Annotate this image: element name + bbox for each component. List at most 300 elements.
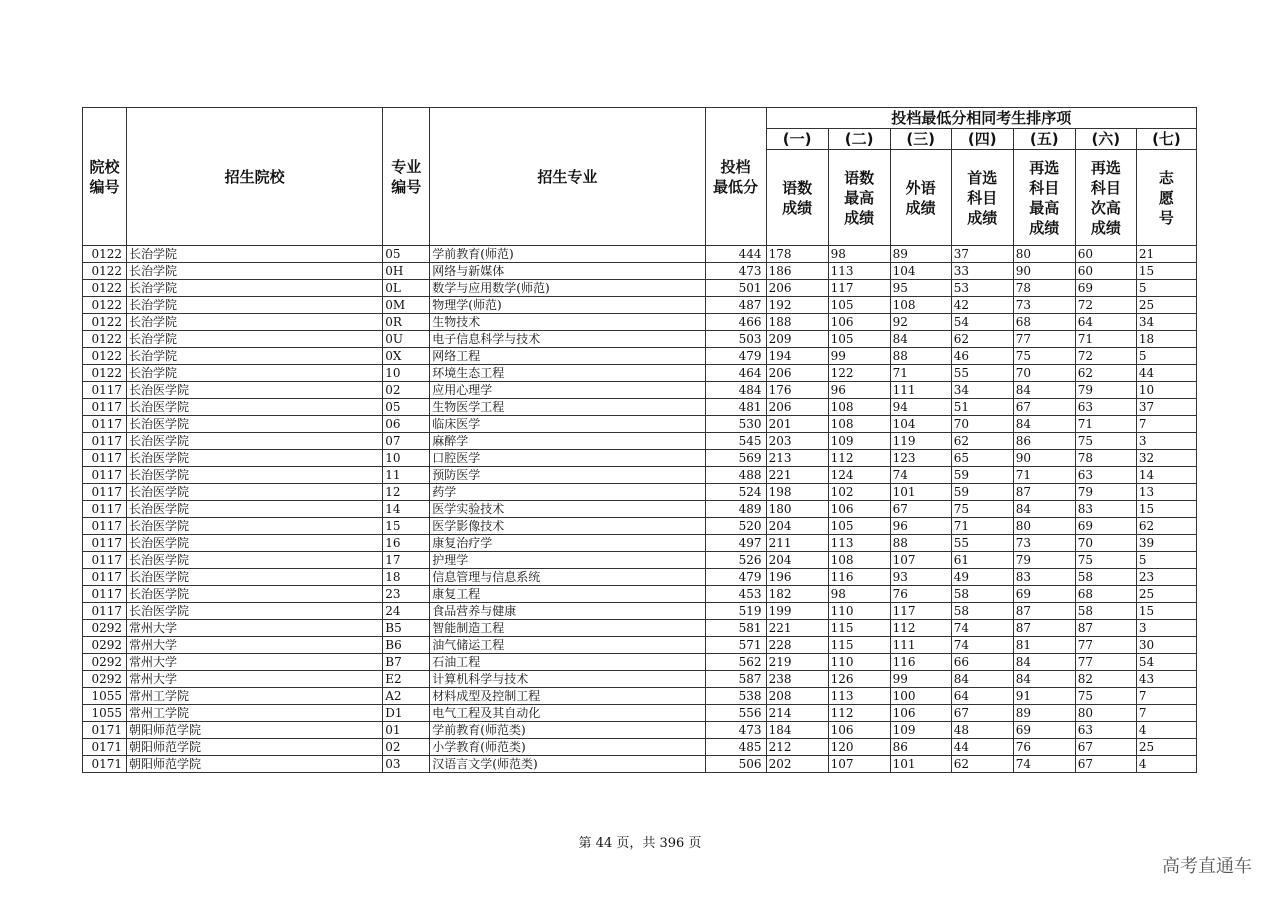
cell-chinese-math: 203: [766, 433, 828, 450]
cell-elective-max: 79: [1013, 552, 1075, 569]
cell-elective-max: 89: [1013, 705, 1075, 722]
cell-elective-max: 84: [1013, 654, 1075, 671]
cell-first-subject: 70: [951, 416, 1013, 433]
cell-elective-second: 80: [1075, 705, 1136, 722]
table-row: [83, 501, 1197, 518]
cell-school-name: 长治医学院: [127, 399, 383, 416]
cell-elective-max: 69: [1013, 722, 1075, 739]
cell-chinese-math-max: 116: [828, 569, 890, 586]
cell-chinese-math-max: 106: [828, 722, 890, 739]
cell-foreign-lang: 74: [890, 467, 951, 484]
cell-elective-max: 71: [1013, 467, 1075, 484]
cell-chinese-math: 188: [766, 314, 828, 331]
cell-foreign-lang: 111: [890, 637, 951, 654]
cell-major-name: 药学: [430, 484, 705, 501]
cell-min-score: 519: [705, 603, 766, 620]
table-row: [83, 569, 1197, 586]
cell-elective-max: 73: [1013, 535, 1075, 552]
header-tiebreak-group: 投档最低分相同考生排序项: [766, 108, 1196, 129]
cell-preference-no: 7: [1136, 705, 1196, 722]
cell-preference-no: 34: [1136, 314, 1196, 331]
cell-first-subject: 65: [951, 450, 1013, 467]
cell-elective-max: 91: [1013, 688, 1075, 705]
cell-major-code: 18: [383, 569, 430, 586]
cell-major-code: D1: [383, 705, 430, 722]
table-row: [83, 433, 1197, 450]
cell-chinese-math: 221: [766, 467, 828, 484]
cell-school-name: 长治学院: [127, 280, 383, 297]
cell-school-code: 0117: [83, 552, 127, 569]
cell-min-score: 481: [705, 399, 766, 416]
cell-preference-no: 21: [1136, 246, 1196, 263]
cell-foreign-lang: 123: [890, 450, 951, 467]
cell-elective-max: 84: [1013, 671, 1075, 688]
cell-min-score: 444: [705, 246, 766, 263]
cell-first-subject: 59: [951, 467, 1013, 484]
cell-school-name: 长治学院: [127, 297, 383, 314]
cell-preference-no: 3: [1136, 620, 1196, 637]
cell-school-name: 长治学院: [127, 263, 383, 280]
cell-chinese-math-max: 117: [828, 280, 890, 297]
cell-foreign-lang: 101: [890, 756, 951, 773]
cell-foreign-lang: 76: [890, 586, 951, 603]
cell-elective-second: 78: [1075, 450, 1136, 467]
cell-school-name: 长治学院: [127, 314, 383, 331]
cell-major-code: 12: [383, 484, 430, 501]
cell-school-name: 长治学院: [127, 365, 383, 382]
table-row: [83, 280, 1197, 297]
cell-chinese-math-max: 113: [828, 688, 890, 705]
cell-elective-second: 68: [1075, 586, 1136, 603]
cell-school-name: 朝阳师范学院: [127, 756, 383, 773]
table-row: [83, 637, 1197, 654]
cell-major-name: 电子信息科学与技术: [430, 331, 705, 348]
cell-elective-second: 79: [1075, 382, 1136, 399]
cell-preference-no: 5: [1136, 552, 1196, 569]
cell-elective-max: 73: [1013, 297, 1075, 314]
cell-school-name: 朝阳师范学院: [127, 739, 383, 756]
cell-major-code: 17: [383, 552, 430, 569]
cell-first-subject: 62: [951, 331, 1013, 348]
cell-major-code: 24: [383, 603, 430, 620]
cell-elective-max: 80: [1013, 246, 1075, 263]
cell-major-name: 学前教育(师范类): [430, 722, 705, 739]
cell-foreign-lang: 106: [890, 705, 951, 722]
cell-school-code: 0122: [83, 280, 127, 297]
cell-preference-no: 7: [1136, 688, 1196, 705]
cell-major-code: 0X: [383, 348, 430, 365]
cell-school-code: 1055: [83, 705, 127, 722]
cell-chinese-math-max: 105: [828, 297, 890, 314]
cell-school-name: 长治医学院: [127, 603, 383, 620]
cell-major-name: 电气工程及其自动化: [430, 705, 705, 722]
cell-chinese-math-max: 102: [828, 484, 890, 501]
cell-chinese-math-max: 105: [828, 518, 890, 535]
cell-major-code: 03: [383, 756, 430, 773]
cell-preference-no: 15: [1136, 501, 1196, 518]
cell-major-code: 0L: [383, 280, 430, 297]
cell-school-name: 长治医学院: [127, 586, 383, 603]
table-row: [83, 722, 1197, 739]
cell-first-subject: 55: [951, 535, 1013, 552]
cell-major-code: 02: [383, 739, 430, 756]
cell-min-score: 520: [705, 518, 766, 535]
cell-chinese-math: 184: [766, 722, 828, 739]
cell-school-code: 1055: [83, 688, 127, 705]
header-sub-elective-second: 再选 科目 次高 成绩: [1075, 150, 1136, 246]
cell-school-name: 常州大学: [127, 637, 383, 654]
cell-major-name: 物理学(师范): [430, 297, 705, 314]
table-row: [83, 671, 1197, 688]
cell-chinese-math: 201: [766, 416, 828, 433]
cell-first-subject: 49: [951, 569, 1013, 586]
cell-min-score: 587: [705, 671, 766, 688]
cell-elective-second: 72: [1075, 348, 1136, 365]
cell-min-score: 571: [705, 637, 766, 654]
cell-major-code: 15: [383, 518, 430, 535]
cell-school-name: 长治医学院: [127, 416, 383, 433]
cell-school-code: 0122: [83, 314, 127, 331]
cell-major-code: 16: [383, 535, 430, 552]
table-row: [83, 246, 1197, 263]
cell-preference-no: 10: [1136, 382, 1196, 399]
cell-min-score: 488: [705, 467, 766, 484]
cell-major-code: 07: [383, 433, 430, 450]
cell-chinese-math: 178: [766, 246, 828, 263]
cell-school-code: 0117: [83, 484, 127, 501]
cell-school-name: 常州大学: [127, 620, 383, 637]
cell-preference-no: 23: [1136, 569, 1196, 586]
cell-elective-max: 76: [1013, 739, 1075, 756]
cell-preference-no: 13: [1136, 484, 1196, 501]
header-school-code: 院校 编号: [83, 108, 127, 246]
cell-first-subject: 33: [951, 263, 1013, 280]
table-row: [83, 756, 1197, 773]
cell-chinese-math: 192: [766, 297, 828, 314]
watermark-text: 高考直通车: [1162, 856, 1252, 877]
cell-major-code: B6: [383, 637, 430, 654]
cell-elective-max: 75: [1013, 348, 1075, 365]
cell-preference-no: 18: [1136, 331, 1196, 348]
cell-chinese-math-max: 106: [828, 501, 890, 518]
cell-preference-no: 3: [1136, 433, 1196, 450]
cell-chinese-math-max: 110: [828, 603, 890, 620]
cell-major-code: 0M: [383, 297, 430, 314]
cell-min-score: 538: [705, 688, 766, 705]
cell-school-code: 0122: [83, 263, 127, 280]
cell-chinese-math: 202: [766, 756, 828, 773]
cell-elective-second: 71: [1075, 331, 1136, 348]
cell-first-subject: 66: [951, 654, 1013, 671]
cell-chinese-math-max: 113: [828, 535, 890, 552]
cell-school-code: 0171: [83, 739, 127, 756]
cell-school-code: 0117: [83, 467, 127, 484]
cell-major-name: 材料成型及控制工程: [430, 688, 705, 705]
cell-preference-no: 5: [1136, 280, 1196, 297]
cell-preference-no: 4: [1136, 722, 1196, 739]
cell-foreign-lang: 93: [890, 569, 951, 586]
cell-major-code: 11: [383, 467, 430, 484]
cell-foreign-lang: 100: [890, 688, 951, 705]
cell-chinese-math: 208: [766, 688, 828, 705]
cell-elective-second: 79: [1075, 484, 1136, 501]
cell-preference-no: 43: [1136, 671, 1196, 688]
cell-major-code: 10: [383, 365, 430, 382]
table-row: [83, 654, 1197, 671]
table-row: [83, 688, 1197, 705]
cell-major-name: 数学与应用数学(师范): [430, 280, 705, 297]
cell-chinese-math: 204: [766, 518, 828, 535]
cell-school-code: 0117: [83, 416, 127, 433]
cell-chinese-math: 219: [766, 654, 828, 671]
table-row: [83, 450, 1197, 467]
table-row: [83, 705, 1197, 722]
table-row: [83, 348, 1197, 365]
cell-school-name: 常州工学院: [127, 688, 383, 705]
cell-major-name: 汉语言文学(师范类): [430, 756, 705, 773]
cell-major-name: 口腔医学: [430, 450, 705, 467]
cell-min-score: 545: [705, 433, 766, 450]
cell-major-code: 0U: [383, 331, 430, 348]
cell-chinese-math-max: 109: [828, 433, 890, 450]
cell-major-name: 食品营养与健康: [430, 603, 705, 620]
cell-foreign-lang: 109: [890, 722, 951, 739]
cell-elective-second: 63: [1075, 399, 1136, 416]
cell-school-code: 0122: [83, 297, 127, 314]
header-major-name: 招生专业: [430, 108, 705, 246]
cell-chinese-math-max: 110: [828, 654, 890, 671]
cell-major-name: 网络与新媒体: [430, 263, 705, 280]
header-order-7: (七): [1136, 129, 1196, 150]
cell-school-name: 朝阳师范学院: [127, 722, 383, 739]
cell-foreign-lang: 92: [890, 314, 951, 331]
cell-chinese-math: 206: [766, 399, 828, 416]
cell-first-subject: 53: [951, 280, 1013, 297]
cell-chinese-math: 238: [766, 671, 828, 688]
cell-major-name: 智能制造工程: [430, 620, 705, 637]
header-order-3: (三): [890, 129, 951, 150]
cell-elective-max: 86: [1013, 433, 1075, 450]
cell-school-name: 长治医学院: [127, 569, 383, 586]
cell-first-subject: 61: [951, 552, 1013, 569]
cell-school-code: 0292: [83, 671, 127, 688]
cell-major-code: 01: [383, 722, 430, 739]
cell-foreign-lang: 117: [890, 603, 951, 620]
cell-elective-second: 75: [1075, 688, 1136, 705]
header-sub-elective-max: 再选 科目 最高 成绩: [1013, 150, 1075, 246]
cell-school-code: 0122: [83, 365, 127, 382]
cell-preference-no: 30: [1136, 637, 1196, 654]
cell-elective-max: 69: [1013, 586, 1075, 603]
cell-chinese-math-max: 99: [828, 348, 890, 365]
cell-major-name: 应用心理学: [430, 382, 705, 399]
table-row: [83, 552, 1197, 569]
cell-elective-second: 64: [1075, 314, 1136, 331]
cell-school-name: 长治医学院: [127, 501, 383, 518]
cell-major-code: 02: [383, 382, 430, 399]
cell-preference-no: 15: [1136, 263, 1196, 280]
header-order-1: (一): [766, 129, 828, 150]
cell-major-code: 0H: [383, 263, 430, 280]
cell-first-subject: 67: [951, 705, 1013, 722]
cell-chinese-math-max: 98: [828, 586, 890, 603]
cell-major-name: 学前教育(师范): [430, 246, 705, 263]
cell-school-code: 0117: [83, 501, 127, 518]
cell-chinese-math-max: 108: [828, 416, 890, 433]
table-row: [83, 484, 1197, 501]
cell-major-code: 05: [383, 246, 430, 263]
cell-elective-second: 60: [1075, 263, 1136, 280]
cell-elective-max: 80: [1013, 518, 1075, 535]
cell-foreign-lang: 88: [890, 348, 951, 365]
table-row: [83, 399, 1197, 416]
cell-foreign-lang: 111: [890, 382, 951, 399]
cell-elective-second: 69: [1075, 280, 1136, 297]
table-row: [83, 263, 1197, 280]
cell-major-name: 石油工程: [430, 654, 705, 671]
cell-preference-no: 7: [1136, 416, 1196, 433]
cell-first-subject: 84: [951, 671, 1013, 688]
cell-elective-second: 58: [1075, 569, 1136, 586]
cell-min-score: 562: [705, 654, 766, 671]
cell-elective-max: 68: [1013, 314, 1075, 331]
cell-min-score: 569: [705, 450, 766, 467]
cell-foreign-lang: 104: [890, 416, 951, 433]
cell-school-name: 长治医学院: [127, 552, 383, 569]
cell-min-score: 473: [705, 722, 766, 739]
cell-first-subject: 71: [951, 518, 1013, 535]
cell-foreign-lang: 119: [890, 433, 951, 450]
cell-elective-second: 75: [1075, 552, 1136, 569]
cell-first-subject: 58: [951, 603, 1013, 620]
cell-elective-second: 58: [1075, 603, 1136, 620]
cell-major-name: 环境生态工程: [430, 365, 705, 382]
cell-chinese-math-max: 107: [828, 756, 890, 773]
cell-elective-max: 87: [1013, 603, 1075, 620]
table-row: [83, 382, 1197, 399]
table-row: [83, 518, 1197, 535]
cell-chinese-math-max: 120: [828, 739, 890, 756]
cell-min-score: 497: [705, 535, 766, 552]
cell-school-code: 0117: [83, 382, 127, 399]
cell-elective-second: 83: [1075, 501, 1136, 518]
cell-foreign-lang: 107: [890, 552, 951, 569]
cell-min-score: 581: [705, 620, 766, 637]
cell-chinese-math: 199: [766, 603, 828, 620]
cell-min-score: 524: [705, 484, 766, 501]
cell-major-code: 10: [383, 450, 430, 467]
header-order-2: (二): [828, 129, 890, 150]
cell-foreign-lang: 89: [890, 246, 951, 263]
cell-chinese-math-max: 98: [828, 246, 890, 263]
cell-chinese-math-max: 105: [828, 331, 890, 348]
cell-elective-second: 62: [1075, 365, 1136, 382]
cell-chinese-math: 214: [766, 705, 828, 722]
cell-preference-no: 15: [1136, 603, 1196, 620]
cell-major-name: 小学教育(师范类): [430, 739, 705, 756]
cell-elective-second: 75: [1075, 433, 1136, 450]
cell-school-code: 0292: [83, 654, 127, 671]
cell-elective-max: 83: [1013, 569, 1075, 586]
cell-chinese-math: 194: [766, 348, 828, 365]
cell-min-score: 479: [705, 569, 766, 586]
cell-foreign-lang: 108: [890, 297, 951, 314]
table-row: [83, 467, 1197, 484]
cell-min-score: 489: [705, 501, 766, 518]
table-row: [83, 365, 1197, 382]
header-order-6: (六): [1075, 129, 1136, 150]
cell-elective-max: 81: [1013, 637, 1075, 654]
cell-preference-no: 25: [1136, 297, 1196, 314]
table-row: [83, 297, 1197, 314]
cell-foreign-lang: 84: [890, 331, 951, 348]
cell-preference-no: 5: [1136, 348, 1196, 365]
cell-chinese-math-max: 124: [828, 467, 890, 484]
cell-foreign-lang: 95: [890, 280, 951, 297]
table-row: [83, 331, 1197, 348]
cell-chinese-math-max: 112: [828, 705, 890, 722]
header-sub-foreign-lang: 外语 成绩: [890, 150, 951, 246]
cell-school-code: 0292: [83, 620, 127, 637]
table-row: [83, 535, 1197, 552]
table-row: [83, 314, 1197, 331]
cell-elective-second: 60: [1075, 246, 1136, 263]
cell-first-subject: 74: [951, 620, 1013, 637]
cell-min-score: 484: [705, 382, 766, 399]
cell-elective-max: 87: [1013, 620, 1075, 637]
header-order-4: (四): [951, 129, 1013, 150]
cell-elective-second: 70: [1075, 535, 1136, 552]
cell-school-code: 0117: [83, 518, 127, 535]
table-row: [83, 416, 1197, 433]
cell-min-score: 556: [705, 705, 766, 722]
cell-elective-second: 63: [1075, 722, 1136, 739]
cell-chinese-math: 212: [766, 739, 828, 756]
cell-elective-second: 87: [1075, 620, 1136, 637]
cell-elective-max: 84: [1013, 501, 1075, 518]
cell-first-subject: 74: [951, 637, 1013, 654]
cell-preference-no: 37: [1136, 399, 1196, 416]
cell-elective-second: 67: [1075, 739, 1136, 756]
cell-first-subject: 58: [951, 586, 1013, 603]
cell-foreign-lang: 104: [890, 263, 951, 280]
cell-major-code: 0R: [383, 314, 430, 331]
page-number: 第 44 页，共 396 页: [578, 836, 702, 851]
cell-chinese-math: 211: [766, 535, 828, 552]
cell-school-name: 常州工学院: [127, 705, 383, 722]
cell-first-subject: 37: [951, 246, 1013, 263]
cell-preference-no: 32: [1136, 450, 1196, 467]
cell-chinese-math: 209: [766, 331, 828, 348]
cell-chinese-math-max: 108: [828, 399, 890, 416]
cell-elective-max: 67: [1013, 399, 1075, 416]
cell-major-name: 临床医学: [430, 416, 705, 433]
cell-major-code: B5: [383, 620, 430, 637]
cell-chinese-math: 196: [766, 569, 828, 586]
cell-elective-second: 63: [1075, 467, 1136, 484]
header-min-score: 投档 最低分: [705, 108, 766, 246]
cell-major-name: 医学影像技术: [430, 518, 705, 535]
cell-min-score: 506: [705, 756, 766, 773]
cell-first-subject: 62: [951, 756, 1013, 773]
cell-min-score: 526: [705, 552, 766, 569]
cell-preference-no: 54: [1136, 654, 1196, 671]
cell-major-name: 麻醉学: [430, 433, 705, 450]
cell-preference-no: 4: [1136, 756, 1196, 773]
cell-chinese-math: 182: [766, 586, 828, 603]
cell-first-subject: 64: [951, 688, 1013, 705]
cell-min-score: 466: [705, 314, 766, 331]
